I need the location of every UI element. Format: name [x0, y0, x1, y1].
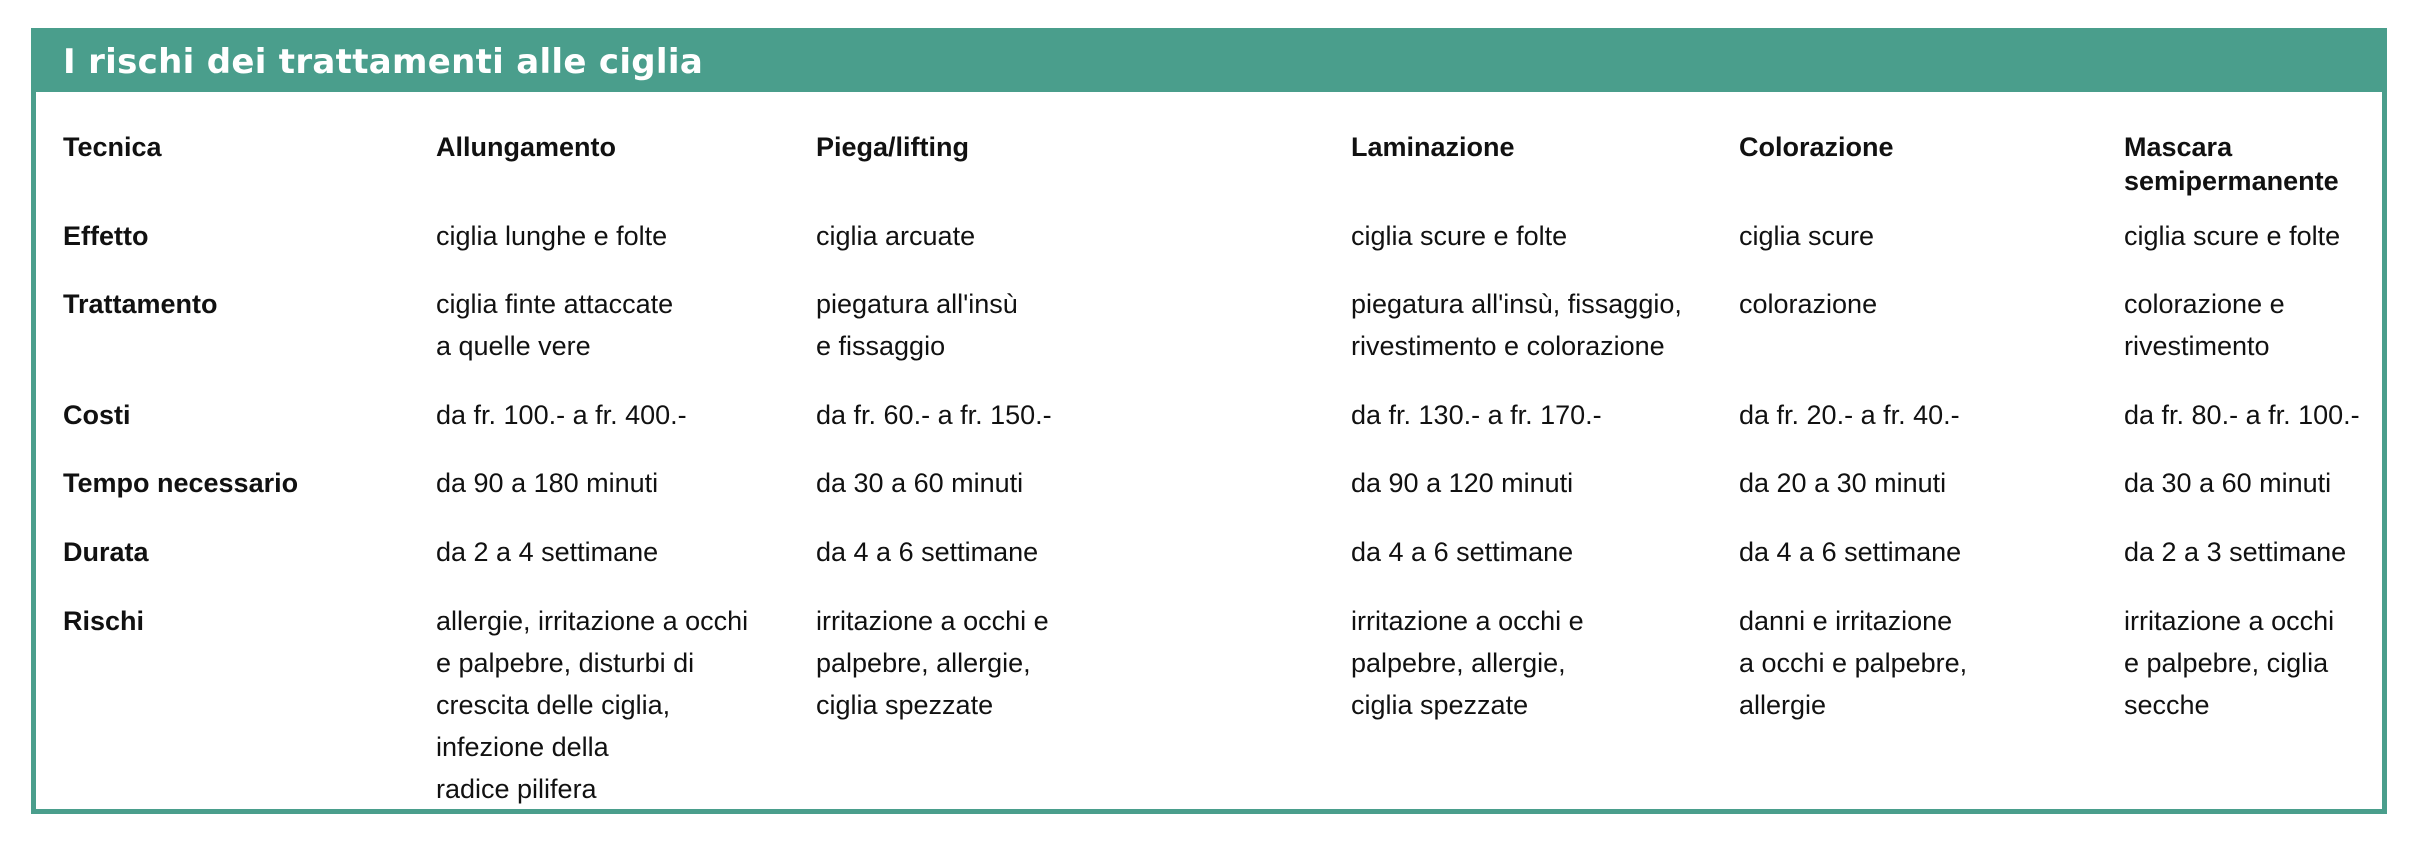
table-cell: da fr. 100.- a fr. 400.- [436, 400, 687, 430]
table-cell: da fr. 20.- a fr. 40.- [1739, 400, 1960, 430]
table-cell: piegatura all'insù, fissaggio, rivestimento e colorazione [1351, 289, 1682, 361]
table-cell: ciglia lunghe e folte [436, 221, 668, 251]
table-cell: da 2 a 4 settimane [436, 537, 659, 567]
table-cell: da fr. 60.- a fr. 150.- [816, 400, 1052, 430]
table-cell: da 30 a 60 minuti [2124, 468, 2332, 498]
table-cell: ciglia arcuate [816, 221, 976, 251]
row-label-tempo-necessario: Tempo necessario [63, 468, 299, 498]
column-header-tecnica: Tecnica [63, 132, 162, 162]
title-bar [36, 33, 2382, 92]
table-cell: da 2 a 3 settimane [2124, 537, 2347, 567]
table-cell: irritazione a occhi e palpebre, allergie, ciglia spezzate [1351, 606, 1584, 720]
table-cell: colorazione [1739, 289, 1878, 319]
table-cell: da 20 a 30 minuti [1739, 468, 1947, 498]
table-cell: irritazione a occhi e palpebre, allergie, ciglia spezzate [816, 606, 1049, 720]
table-cell: ciglia scure e folte [2124, 221, 2341, 251]
table-cell: allergie, irritazione a occhi e palpebre, disturbi di crescita delle ciglia, infezione della radice pilifera [436, 606, 749, 804]
row-label-effetto: Effetto [63, 221, 149, 251]
table-cell: da 4 a 6 settimane [1351, 537, 1574, 567]
table-cell: da fr. 130.- a fr. 170.- [1351, 400, 1602, 430]
table-cell: piegatura all'insù e fissaggio [816, 289, 1018, 361]
table-cell: da 30 a 60 minuti [816, 468, 1024, 498]
row-label-costi: Costi [63, 400, 131, 430]
table-cell: da 4 a 6 settimane [816, 537, 1039, 567]
box-title: I rischi dei trattamenti alle ciglia [63, 42, 704, 82]
table-cell: da 4 a 6 settimane [1739, 537, 1962, 567]
table-cell: irritazione a occhi e palpebre, ciglia secche [2124, 606, 2335, 720]
column-header-laminazione: Laminazione [1351, 132, 1515, 162]
info-box [31, 28, 2387, 814]
column-header-mascara-semipermanente: Mascara semipermanente [2124, 132, 2339, 196]
column-header-allungamento: Allungamento [436, 132, 616, 162]
column-header-colorazione: Colorazione [1739, 132, 1894, 162]
column-header-piega-lifting: Piega/lifting [816, 132, 970, 162]
table-cell: da 90 a 120 minuti [1351, 468, 1574, 498]
row-label-rischi: Rischi [63, 606, 145, 636]
table-cell: da fr. 80.- a fr. 100.- [2124, 400, 2360, 430]
row-label-trattamento: Trattamento [63, 289, 218, 319]
row-label-durata: Durata [63, 537, 149, 567]
table-cell: colorazione e rivestimento [2124, 289, 2285, 361]
table-cell: ciglia scure e folte [1351, 221, 1568, 251]
table-cell: ciglia scure [1739, 221, 1875, 251]
table-cell: da 90 a 180 minuti [436, 468, 659, 498]
table-cell: ciglia finte attaccate a quelle vere [436, 289, 674, 361]
table-cell: danni e irritazione a occhi e palpebre, allergie [1739, 606, 1968, 720]
